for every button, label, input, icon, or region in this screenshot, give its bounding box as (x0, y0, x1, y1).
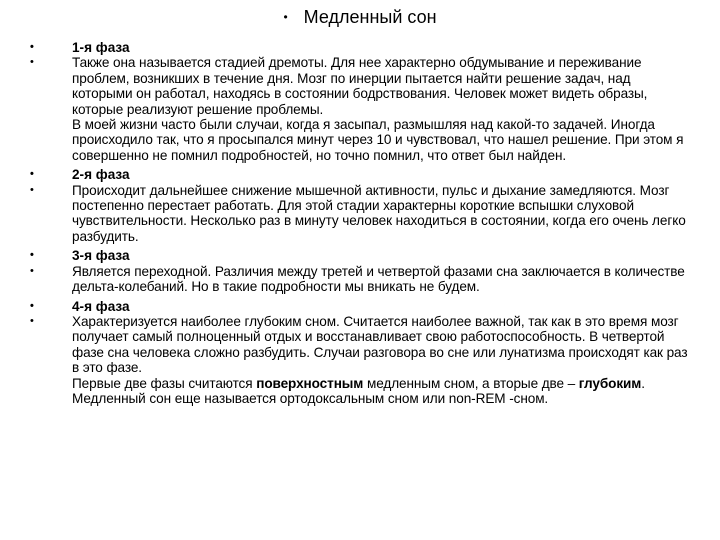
summary-bold-surface: поверхностным (256, 375, 364, 391)
bullet-icon: • (30, 264, 34, 277)
summary-text: Первые две фазы считаются поверхностным медленным сном, а вторые две – глубоким. Медленный сон еще называется ортодоксальным сном или non-REM -сном. (72, 375, 645, 406)
page-title (0, 6, 720, 28)
bullet-icon: • (30, 41, 34, 53)
bullet-icon: • (30, 168, 34, 181)
phase-1-heading: • 1-я фаза (30, 40, 130, 55)
phase-4-description (28, 314, 692, 406)
bullet-icon: • (30, 56, 34, 69)
phase-2-heading: • 2-я фаза (30, 167, 130, 183)
phase-2-description (28, 183, 692, 245)
page-title-text: Медленный сон (303, 7, 437, 27)
phase-3-text: Является переходной. Различия между третей и четвертой фазами сна заключается в количестве дельта-колебаний. Но в такие подробности мы вникать не будем. (72, 263, 685, 295)
bullet-icon: • (30, 299, 34, 312)
phase-3-description (28, 264, 692, 295)
phase-2-text: Происходит дальнейшее снижение мышечной активности, пульс и дыхание замедляются. Мозг постепенно перестает работать. Для этой стадии характерны короткие вспышки слуховой чувствительности. Несколько раз в минуту человек находиться в состоянии, когда его очень легко разбудить. (72, 182, 686, 244)
phase-4-text: Характеризуется наиболее глубоким сном. Считается наиболее важной, так как в это время мозг получает самый полноценный отдых и восстанавливает свою работоспособность. В четвертой фазе сна человека сложно разбудить. Случаи разговора во сне или лунатизма происходят как раз в это фазе. (72, 313, 688, 376)
phase-1-note: В моей жизни часто были случаи, когда я засыпал, размышляя над какой-то задачей. Иногда происходило так, что я просыпался минут через 10 и чувствовал, что нашел решение. При этом я совершенно не помнил подробностей, но точно помнил, что ответ был найден. (72, 117, 684, 163)
bullet-icon: • (30, 183, 34, 196)
summary-bold-deep: глубоким (578, 375, 642, 391)
bullet-icon: • (283, 10, 288, 24)
phase-4-heading: • 4-я фаза (30, 298, 130, 314)
bullet-icon: • (30, 249, 34, 262)
phase-1-description (28, 55, 692, 163)
bullet-icon: • (30, 314, 34, 327)
phase-3-heading: • 3-я фаза (30, 248, 130, 264)
phase-1-text: Также она называется стадией дремоты. Для нее характерно обдумывание и переживание проблем, возникших в течение дня. Мозг по инерции пытается найти решение задач, над которыми он работал, находясь в состоянии бодрствования. Человек может видеть образы, которые реализуют решение проблемы. (72, 55, 648, 117)
phase-list (28, 40, 692, 406)
